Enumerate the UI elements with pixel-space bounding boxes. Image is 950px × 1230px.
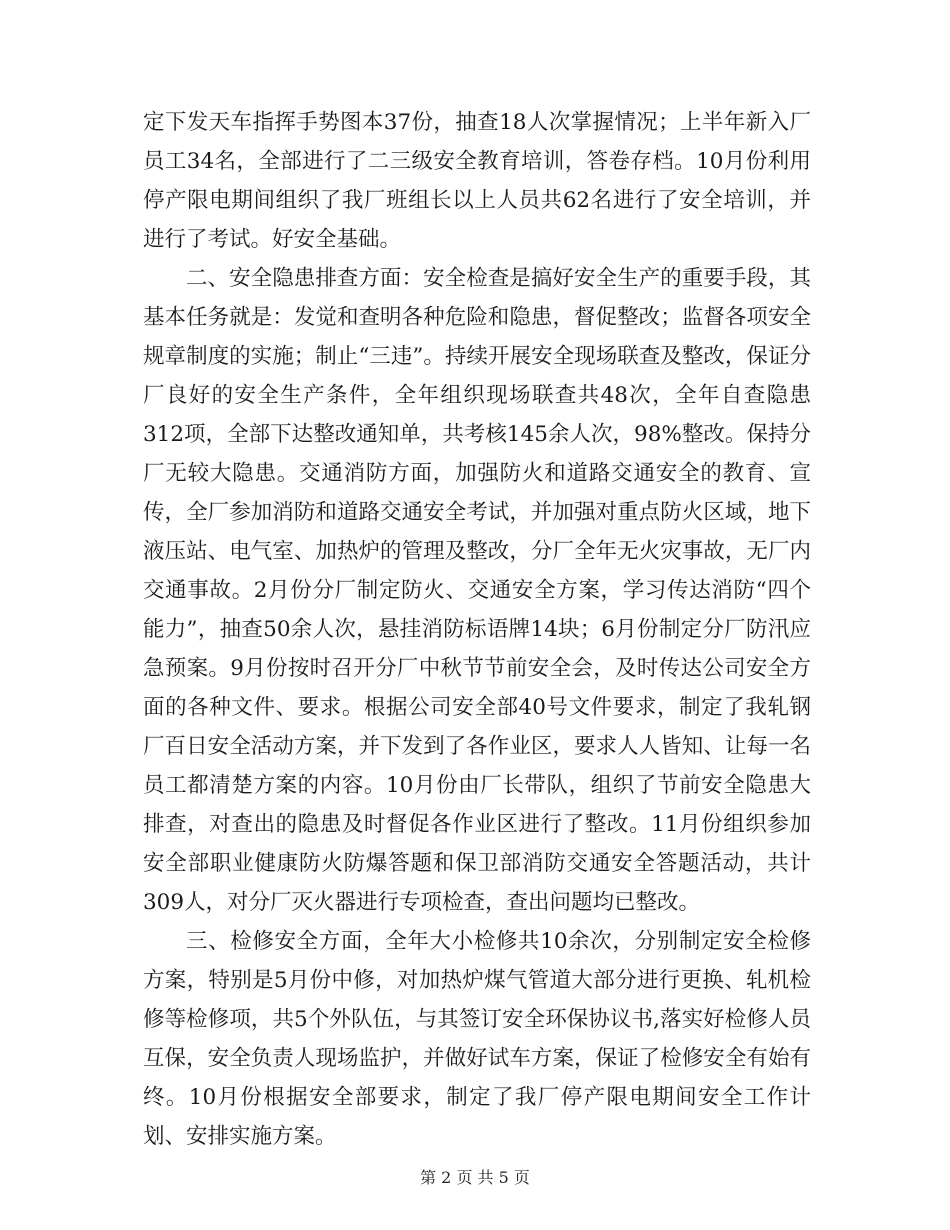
paragraph-maintenance-safety: 三、检修安全方面，全年大小检修共10余次，分别制定安全检修方案，特别是5月份中修，对加热炉煤气管道大部分进行更换、轧机检修等检修项，共5个外队伍，与其签订安全环保协议书,落实好检修人员互保，安全负责人现场监护，并做好试车方案，保证了检修安全有始有终。10月份根据安全部要求，制定了我厂停产限电期间安全工作计划、安排实施方案。 [143, 929, 811, 1149]
paragraph-training-summary: 定下发天车指挥手势图本37份，抽查18人次掌握情况；上半年新入厂员工34名，全部进行了二三级安全教育培训，答卷存档。10月份利用停产限电期间组织了我厂班组长以上人员共62名进行了安全培训，并进行了考试。好安全基础。 [143, 110, 811, 252]
document-body [143, 103, 811, 1156]
page-number-footer: 第 2 页 共 5 页 [420, 1168, 530, 1187]
paragraph-hazard-inspection: 二、安全隐患排查方面：安全检查是搞好安全生产的重要手段，其基本任务就是：发觉和查明各种危险和隐患，督促整改；监督各项安全规章制度的实施；制止“三违”。持续开展安全现场联查及整改，保证分厂良好的安全生产条件，全年组织现场联查共48次，全年自查隐患312项，全部下达整改通知单，共考核145余人次，98%整改。保持分厂无较大隐患。交通消防方面，加强防火和道路交通安全的教育、宣传，全厂参加消防和道路交通安全考试，并加强对重点防火区域，地下液压站、电气室、加热炉的管理及整改，分厂全年无火灾事故，无厂内交通事故。2月份分厂制定防火、交通安全方案，学习传达消防“四个能力”，抽查50余人次，悬挂消防标语牌14块；6月份制定分厂防汛应急预案。9月份按时召开分厂中秋节节前安全会，及时传达公司安全方面的各种文件、要求。根据公司安全部40号文件要求，制定了我轧钢厂百日安全活动方案，并下发到了各作业区，要求人人皆知、让每一名员工都清楚方案的内容。10月份由厂长带队，组织了节前安全隐患大排查，对查出的隐患及时督促各作业区进行了整改。11月份组织参加安全部职业健康防火防爆答题和保卫部消防交通安全答题活动，共计309人，对分厂灭火器进行专项检查，查出问题均已整改。 [143, 266, 811, 915]
